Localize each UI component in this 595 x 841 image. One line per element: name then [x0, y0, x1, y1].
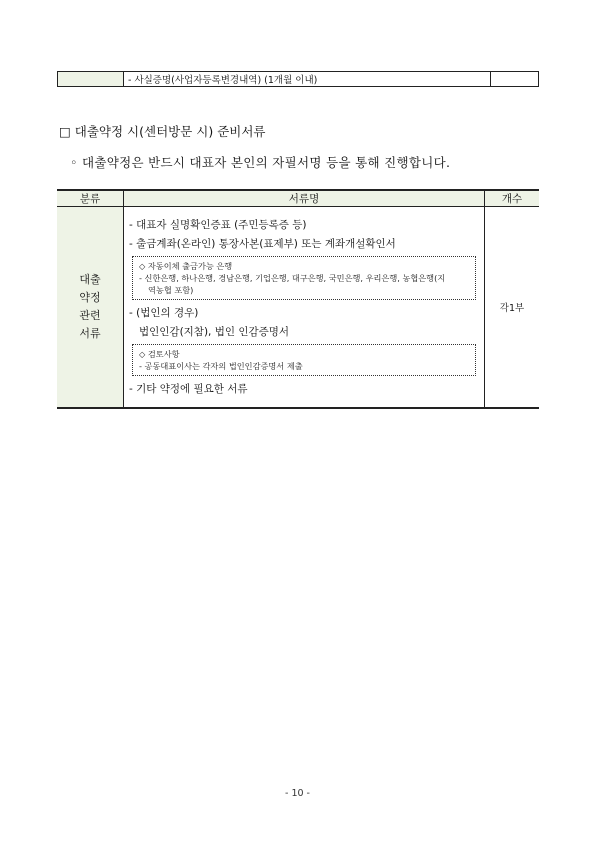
box-line: - 공동대표이사는 각자의 법인인감증명서 제출	[139, 361, 303, 371]
list-item-id-card: - 대표자 실명확인증표 (주민등록증 등)	[129, 219, 307, 231]
required-documents-table	[57, 189, 539, 409]
header-count: 개수	[485, 190, 540, 207]
category-line: 약정	[79, 291, 101, 304]
count-cell: 각1부	[485, 207, 540, 409]
count-cell	[491, 72, 539, 87]
category-cell	[58, 72, 124, 87]
bank-info-box	[132, 256, 476, 300]
table-row	[58, 72, 539, 87]
table-row	[57, 207, 539, 409]
list-item-corp-case: - (법인의 경우)	[129, 307, 199, 319]
document-cell: - 사실증명(사업자등록변경내역) (1개월 이내)	[124, 72, 491, 87]
page-number: - 10 -	[285, 788, 310, 799]
box-title: ◇ 검토사항	[139, 349, 180, 359]
box-line: 역농협 포함)	[148, 285, 194, 295]
section-title: □ 대출약정 시(센터방문 시) 준비서류	[59, 124, 266, 139]
header-category: 분류	[57, 190, 124, 207]
list-item-other: - 기타 약정에 필요한 서류	[129, 383, 248, 395]
review-info-box	[132, 344, 476, 376]
box-title: ◇ 자동이체 출금가능 은행	[139, 261, 233, 271]
category-line: 서류	[79, 327, 101, 340]
table-header-row	[57, 190, 539, 207]
continuation-table	[57, 71, 539, 87]
category-cell	[57, 207, 124, 409]
category-line: 관련	[79, 309, 101, 322]
list-item-bankbook: - 출금계좌(온라인) 통장사본(표제부) 또는 계좌개설확인서	[129, 238, 396, 250]
section-note: ◦ 대출약정은 반드시 대표자 본인의 자필서명 등을 통해 진행합니다.	[70, 155, 451, 170]
box-line: - 신한은행, 하나은행, 경남은행, 기업은행, 대구은행, 국민은행, 우리은행, 농협은행(지	[139, 273, 446, 283]
document-list-cell	[124, 207, 485, 409]
list-item-corp-seal: 법인인감(지참), 법인 인감증명서	[139, 326, 290, 338]
header-document: 서류명	[124, 190, 485, 207]
category-line: 대출	[79, 273, 101, 286]
